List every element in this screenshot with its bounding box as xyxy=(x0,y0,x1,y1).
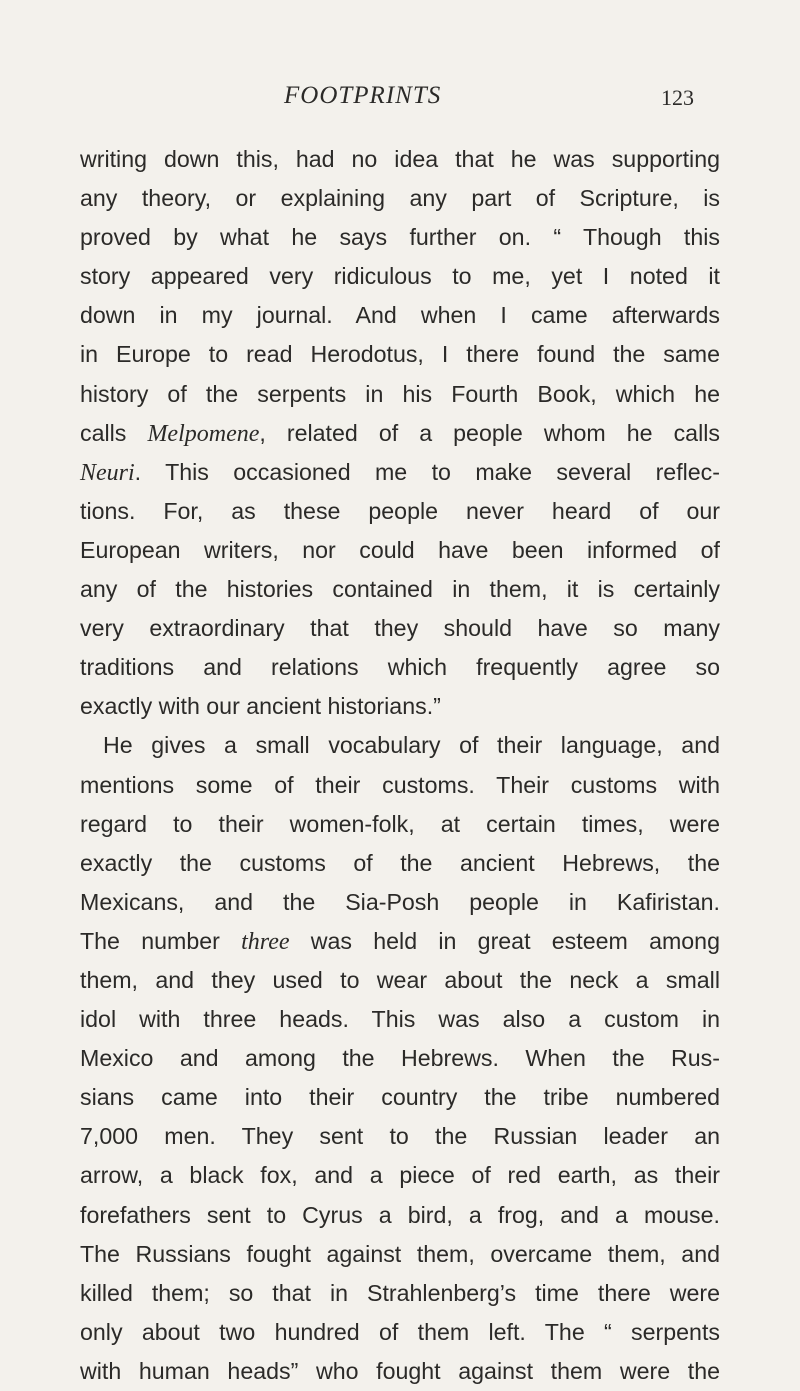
text-line: killed them; so that in Strahlenberg’s time there were xyxy=(80,1279,720,1306)
text-line: tions. For, as these people never heard of our xyxy=(80,497,720,524)
text-line: very extraordinary that they should have so many xyxy=(80,615,720,642)
italic-term: three xyxy=(241,928,290,955)
text-line: The number three was held in great esteem among xyxy=(80,927,720,955)
text-line: any theory, or explaining any part of Scripture, is xyxy=(80,185,720,212)
text-line: arrow, a black fox, and a piece of red earth, as their xyxy=(80,1162,720,1189)
text-line: Mexicans, and the Sia-Posh people in Kafiristan. xyxy=(80,888,720,915)
text-line: only about two hundred of them left. The “ serpents xyxy=(80,1318,720,1345)
text-line: exactly the customs of the ancient Hebrews, the xyxy=(80,849,720,876)
text-line: traditions and relations which frequently agree so xyxy=(80,654,720,681)
text-line: He gives a small vocabulary of their language, and xyxy=(103,732,720,759)
text-line: down in my journal. And when I came afterwards xyxy=(80,302,720,329)
text-line: history of the serpents in his Fourth Book, which he xyxy=(80,380,720,407)
text-line: forefathers sent to Cyrus a bird, a frog, and a mouse. xyxy=(80,1201,720,1228)
text-line: 7,000 men. They sent to the Russian leader an xyxy=(80,1123,720,1150)
text-line: The Russians fought against them, overcame them, and xyxy=(80,1240,720,1267)
text-line: with human heads” who fought against them were the xyxy=(80,1357,720,1384)
page-number: 123 xyxy=(661,85,694,110)
italic-term: Neuri xyxy=(80,459,135,486)
text-line: idol with three heads. This was also a custom in xyxy=(80,1006,720,1033)
italic-term: Melpomene xyxy=(147,420,260,447)
text-line: story appeared very ridiculous to me, yet I noted it xyxy=(80,263,720,290)
text-line: Mexico and among the Hebrews. When the Rus- xyxy=(80,1045,720,1072)
text-line: regard to their women-folk, at certain times, were xyxy=(80,810,720,837)
text-line: European writers, nor could have been informed of xyxy=(80,536,720,563)
text-line: in Europe to read Herodotus, I there found the same xyxy=(80,341,720,368)
text-line: sians came into their country the tribe numbered xyxy=(80,1084,720,1111)
text-line: Neuri. This occasioned me to make several reflec- xyxy=(80,458,720,486)
text-line: writing down this, had no idea that he was supporting xyxy=(80,146,720,172)
running-title: FOOTPRINTS xyxy=(284,82,442,109)
text-line: mentions some of their customs. Their customs with xyxy=(80,771,720,798)
text-line: any of the histories contained in them, it is certainly xyxy=(80,576,720,603)
body-text xyxy=(80,140,720,1391)
text-line: exactly with our ancient historians.” xyxy=(80,693,441,720)
running-head xyxy=(0,82,800,122)
text-line: calls Melpomene, related of a people whom he calls xyxy=(80,419,720,447)
text-line: them, and they used to wear about the neck a small xyxy=(80,966,720,993)
text-line: proved by what he says further on. “ Though this xyxy=(80,224,720,251)
